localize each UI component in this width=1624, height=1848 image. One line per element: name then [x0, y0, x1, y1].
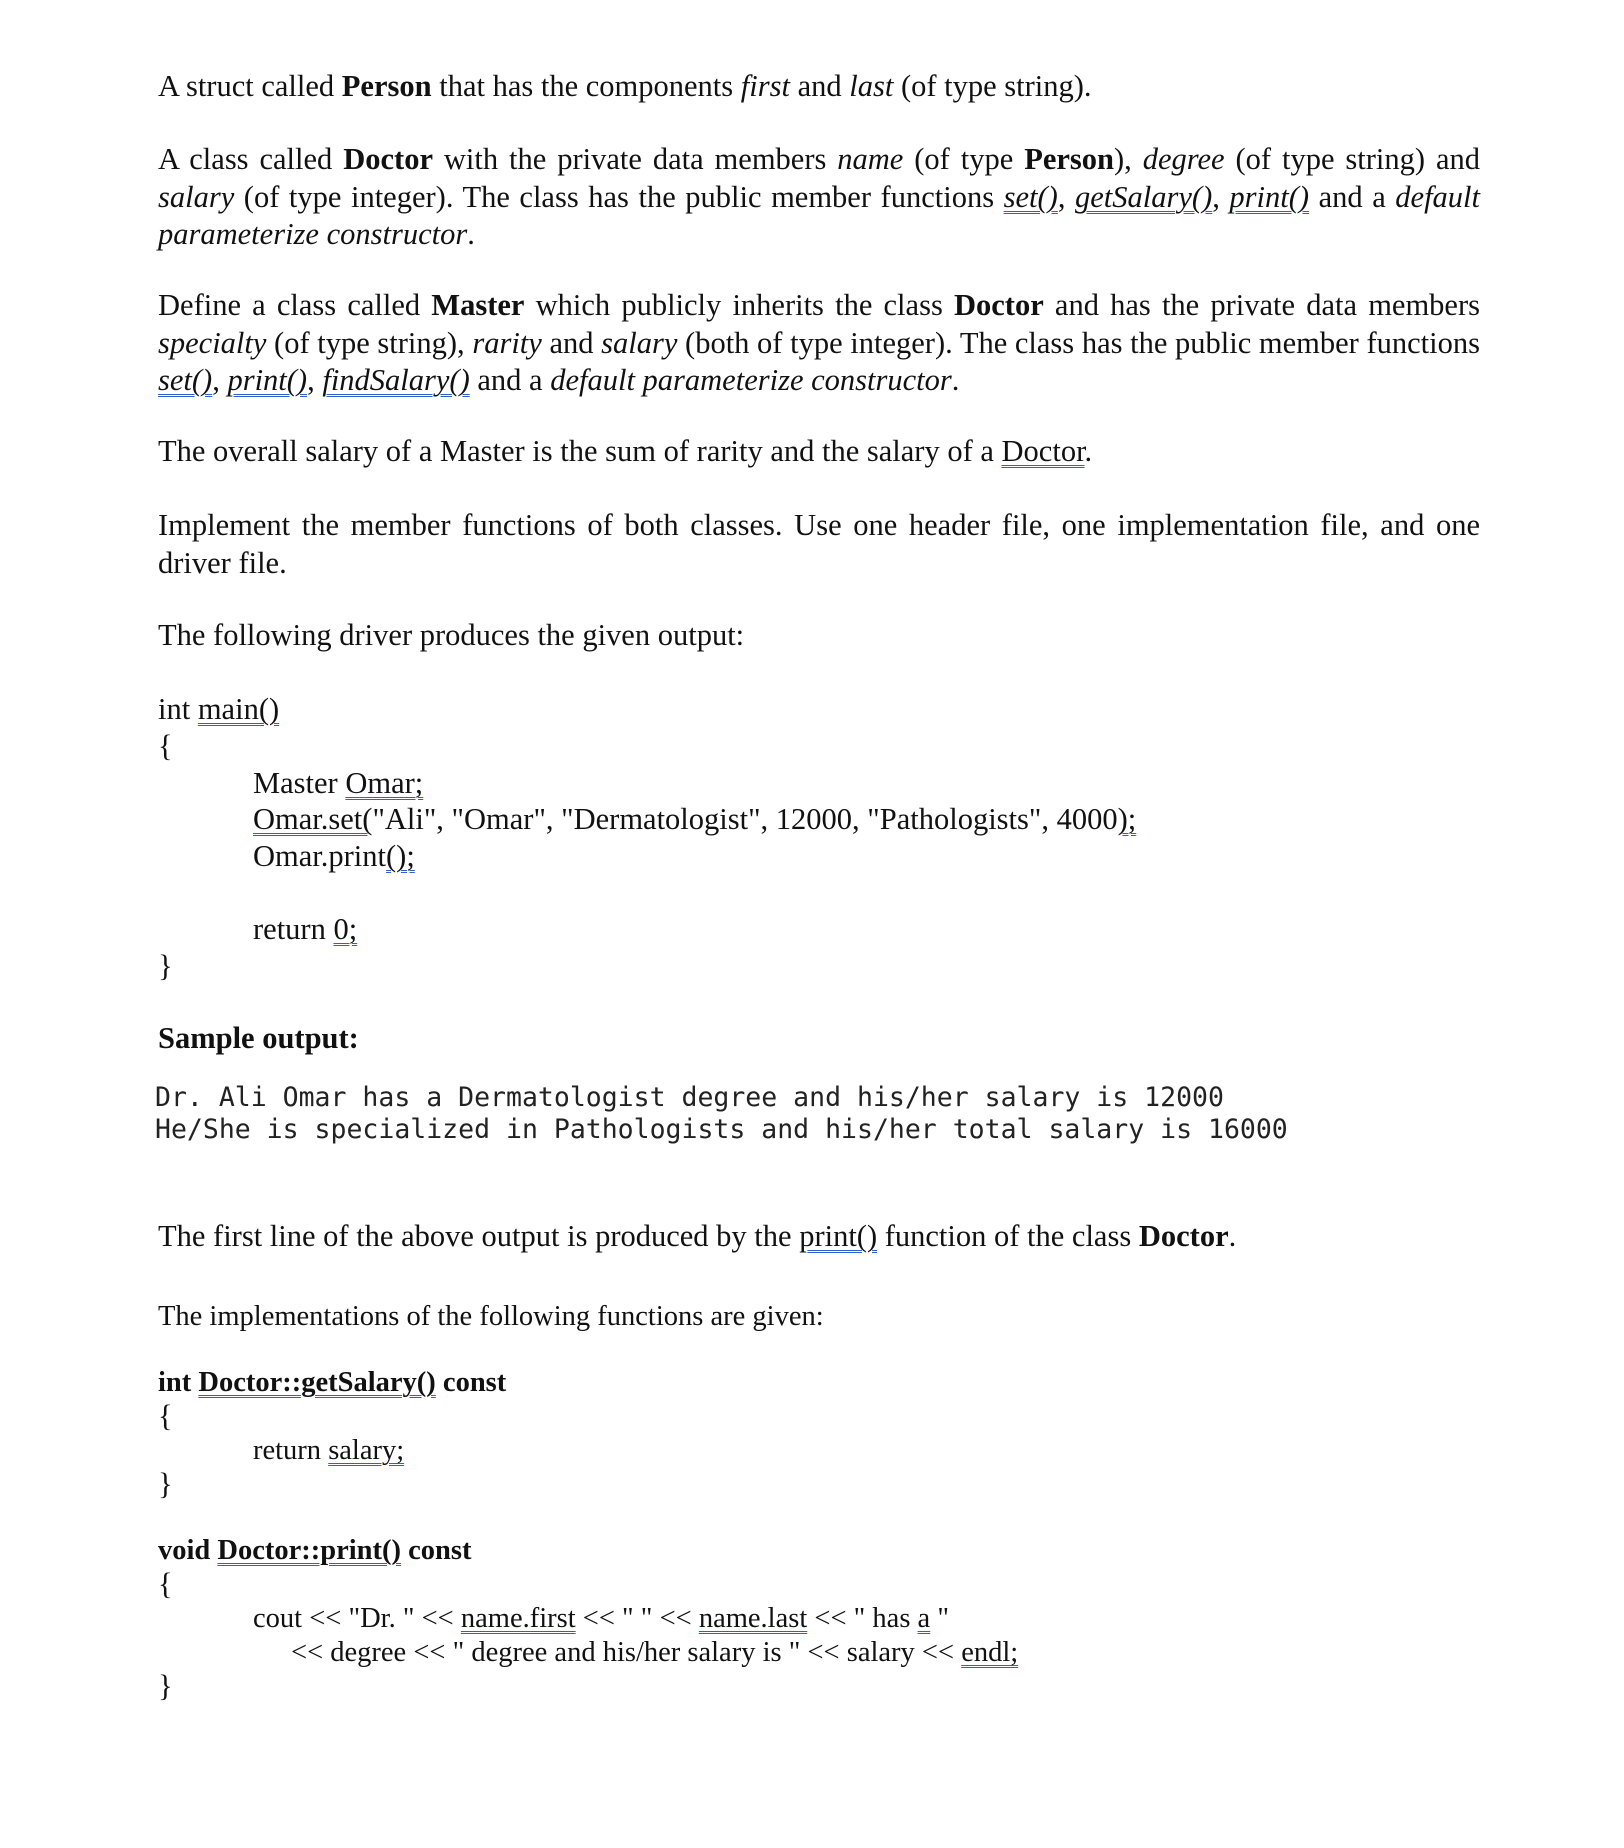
text: ,	[1057, 179, 1076, 214]
text: that has the components	[431, 69, 741, 103]
paragraph-given-implementations	[158, 1298, 824, 1336]
paragraph-overall-salary	[158, 433, 1480, 471]
code-text: const	[401, 1535, 472, 1566]
text: Define a class called	[158, 288, 432, 322]
code-main-signature	[158, 691, 279, 729]
code-text: Omar.print	[253, 839, 386, 873]
term-degree: degree	[1142, 142, 1225, 176]
code-main-function: main()	[197, 692, 280, 726]
code-text: 0;	[333, 912, 358, 946]
text: A class called	[158, 142, 344, 176]
text: (of type string),	[266, 325, 473, 360]
code-line-print	[253, 838, 415, 876]
code-text: "Ali", "Omar", "Dermatologist", 12000, "Pathologists", 4000	[372, 802, 1118, 836]
term-specialty: specialty	[158, 325, 267, 360]
sample-output-line-1: Dr. Ali Omar has a Dermatologist degree and his/her salary is 12000	[155, 1082, 1224, 1113]
code-open-brace: {	[158, 1399, 173, 1433]
keyword-doctor: Doctor	[1138, 1219, 1229, 1253]
function-print: print()	[227, 363, 308, 397]
sample-output-line-2: He/She is specialized in Pathologists and his/her total salary is 16000	[155, 1114, 1288, 1145]
code-text: a	[917, 1603, 931, 1634]
code-text: int	[158, 1367, 199, 1398]
text: and has the private data members	[1043, 288, 1480, 322]
text: .	[1228, 1219, 1237, 1253]
code-text: << " has	[807, 1603, 918, 1634]
text: and a	[1309, 179, 1396, 214]
text: .	[1084, 434, 1093, 468]
text: ,	[212, 363, 228, 397]
paragraph-person-struct	[158, 68, 1480, 106]
code-var: name.first	[460, 1603, 576, 1634]
text: (of type	[903, 142, 1025, 176]
code-getsalary-signature	[158, 1364, 506, 1402]
code-text: cout << "Dr. " <<	[253, 1603, 461, 1634]
term-name: name	[837, 142, 904, 176]
code-open-brace: {	[158, 1567, 173, 1601]
code-close-brace: }	[158, 1669, 173, 1703]
paragraph-implement	[158, 507, 1480, 582]
code-line-declare	[253, 765, 423, 803]
text: and	[541, 325, 602, 360]
code-text: int	[158, 692, 198, 726]
code-text: return	[253, 1435, 329, 1466]
text: The implementations of the following functions are given:	[158, 1301, 824, 1332]
function-set: set()	[158, 363, 213, 397]
code-print-body-line-2	[291, 1634, 1018, 1672]
code-text: ();	[386, 839, 415, 873]
term-doctor: Doctor	[1001, 434, 1085, 468]
text: (of type string).	[893, 69, 1092, 103]
text: and	[789, 69, 850, 103]
text: (of type integer). The class has the public member functions	[234, 179, 1004, 214]
paragraph-driver-intro	[158, 617, 1480, 655]
keyword-person: Person	[341, 69, 432, 103]
text: .	[951, 363, 960, 397]
text: ,	[1212, 179, 1230, 214]
term-first: first	[740, 69, 790, 103]
text: with the private data members	[432, 142, 838, 176]
code-getsalary-body	[253, 1432, 404, 1470]
text: ,	[307, 363, 323, 397]
text: which publicly inherits the class	[524, 288, 954, 322]
term-constructor: default parameterize constructor	[550, 363, 952, 397]
text: .	[467, 217, 475, 251]
text: Implement the member functions of both classes. Use one header file, one implementation file, and one driver file.	[158, 508, 1480, 580]
code-text: const	[435, 1367, 507, 1398]
text: The following driver produces the given output:	[158, 618, 745, 652]
keyword-doctor: Doctor	[343, 142, 433, 176]
function-getsalary: getSalary()	[1075, 179, 1213, 214]
code-text: );	[1117, 802, 1137, 836]
text: (both of type integer). The class has the public member functions	[677, 325, 1480, 360]
code-var: Omar;	[345, 766, 424, 800]
text: The first line of the above output is produced by the	[158, 1219, 800, 1253]
keyword-person: Person	[1024, 142, 1114, 176]
text: (of type string) and	[1224, 142, 1480, 176]
code-close-brace: }	[158, 1467, 173, 1501]
code-var: name.last	[698, 1603, 808, 1634]
code-function-name: Doctor::getSalary()	[198, 1367, 436, 1398]
code-text: << degree << " degree and his/her salary is " << salary <<	[291, 1637, 962, 1668]
paragraph-master-class	[158, 287, 1480, 400]
function-print: print()	[1229, 179, 1310, 214]
term-last: last	[849, 69, 894, 103]
function-print: print()	[799, 1219, 878, 1253]
text: and a	[469, 363, 551, 397]
sample-output-heading	[158, 1020, 359, 1058]
term-salary: salary	[158, 179, 235, 214]
paragraph-doctor-class	[158, 141, 1480, 254]
term-salary: salary	[601, 325, 678, 360]
heading-text: Sample output:	[158, 1021, 359, 1055]
text: function of the class	[877, 1219, 1139, 1253]
code-text: void	[158, 1535, 218, 1566]
code-function-name: Doctor::print()	[217, 1535, 402, 1566]
keyword-doctor: Doctor	[953, 288, 1044, 322]
term-constructor: default parameterize constructor	[158, 179, 1481, 251]
text: A struct called	[158, 69, 342, 103]
code-var: endl;	[961, 1637, 1019, 1668]
function-set: set()	[1003, 179, 1058, 214]
code-text: return	[253, 912, 334, 946]
code-open-brace: {	[158, 729, 173, 763]
code-var: salary;	[328, 1435, 405, 1466]
code-text: Master	[253, 766, 346, 800]
text: The overall salary of a Master is the sum of rarity and the salary of a	[158, 434, 1002, 468]
code-print-signature	[158, 1532, 471, 1570]
term-rarity: rarity	[472, 325, 542, 360]
function-findsalary: findSalary()	[322, 363, 470, 397]
keyword-master: Master	[431, 288, 525, 322]
code-text: "	[930, 1603, 949, 1634]
paragraph-first-line-note	[158, 1218, 1480, 1256]
code-text: << " " <<	[575, 1603, 699, 1634]
code-print-body-line-1	[253, 1600, 949, 1638]
text: ),	[1114, 142, 1143, 176]
code-line-set	[253, 801, 1136, 839]
code-line-return	[253, 911, 357, 949]
code-close-brace: }	[158, 949, 173, 983]
code-call: Omar.set(	[253, 802, 373, 836]
